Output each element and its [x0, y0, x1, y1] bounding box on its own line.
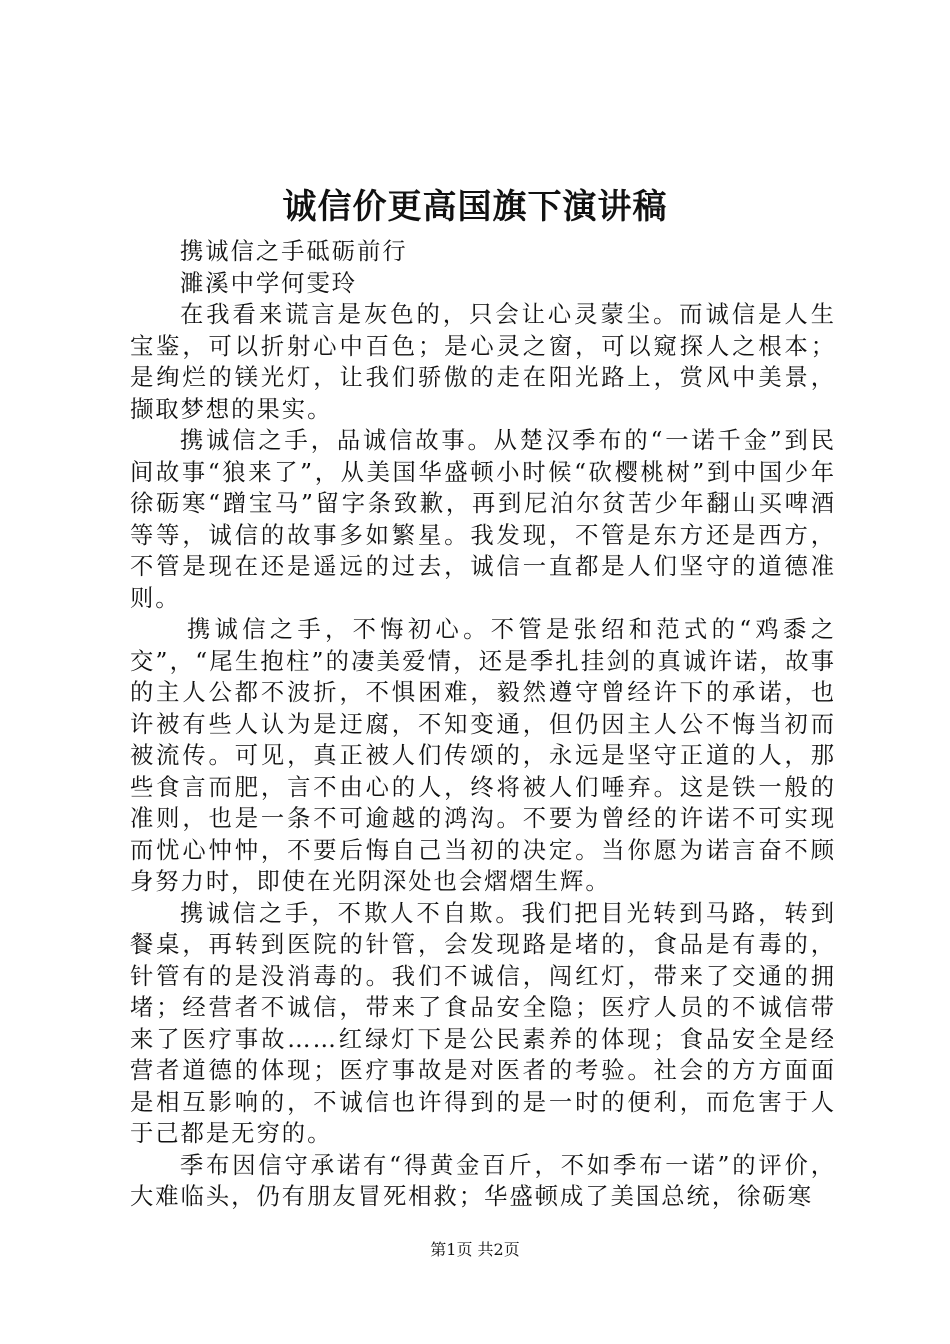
- document-body: [130, 236, 836, 1213]
- document-title: 诚信价更高国旗下演讲稿: [282, 187, 668, 227]
- paragraph-5: 季布因信守承诺有“得黄金百斤，不如季布一诺”的评价，大难临头，仍有朋友冒死相救；华盛顿成了美国总统，徐砺寒: [130, 1151, 836, 1210]
- paragraph-2: 携诚信之手，品诚信故事。从楚汉季布的“一诺千金”到民间故事“狼来了”，从美国华盛顿小时候“砍樱桃树”到中国少年徐砺寒“蹭宝马”留字条致歉，再到尼泊尔贫苦少年翻山买啤酒等等，诚信的故事多如繁星。我发现，不管是东方还是西方，不管是现在还是遥远的过去，诚信一直都是人们坚守的道德准则。: [130, 427, 836, 612]
- paragraph-4: 携诚信之手，不欺人不自欺。我们把目光转到马路，转到餐桌，再转到医院的针管，会发现路是堵的，食品是有毒的，针管有的是没消毒的。我们不诚信，闯红灯，带来了交通的拥堵；经营者不诚信，带来了食品安全隐；医疗人员的不诚信带来了医疗事故……红绿灯下是公民素养的体现；食品安全是经营者道德的体现；医疗事故是对医者的考验。社会的方方面面是相互影响的，不诚信也许得到的是一时的便利，而危害于人于己都是无穷的。: [130, 899, 836, 1147]
- paragraph-1: 在我看来谎言是灰色的，只会让心灵蒙尘。而诚信是人生宝鉴，可以折射心中百色；是心灵之窗，可以窥探人之根本；是绚烂的镁光灯，让我们骄傲的走在阳光路上，赏风中美景，撷取梦想的果实。: [130, 301, 836, 423]
- page-footer: 第1页 共2页: [430, 1240, 520, 1259]
- paragraph-3: 携诚信之手，不悔初心。不管是张绍和范式的“鸡黍之交”，“尾生抱柱”的凄美爱情，还是季扎挂剑的真诚许诺，故事的主人公都不波折，不惧困难，毅然遵守曾经许下的承诺，也许被有些人认为是迂腐，不知变通，但仍因主人公不悔当初而被流传。可见，真正被人们传颂的，永远是坚守正道的人，那些食言而肥，言不由心的人，终将被人们唾弃。这是铁一般的准则，也是一条不可逾越的鸿沟。不要为曾经的许诺不可实现而忧心忡忡，不要后悔自己当初的决定。当你愿为诺言奋不顾身努力时，即使在光阴深处也会熠熠生辉。: [130, 616, 836, 895]
- subtitle-line: 携诚信之手砥砺前行: [180, 238, 408, 265]
- author-line: 濉溪中学何雯玲: [180, 269, 358, 297]
